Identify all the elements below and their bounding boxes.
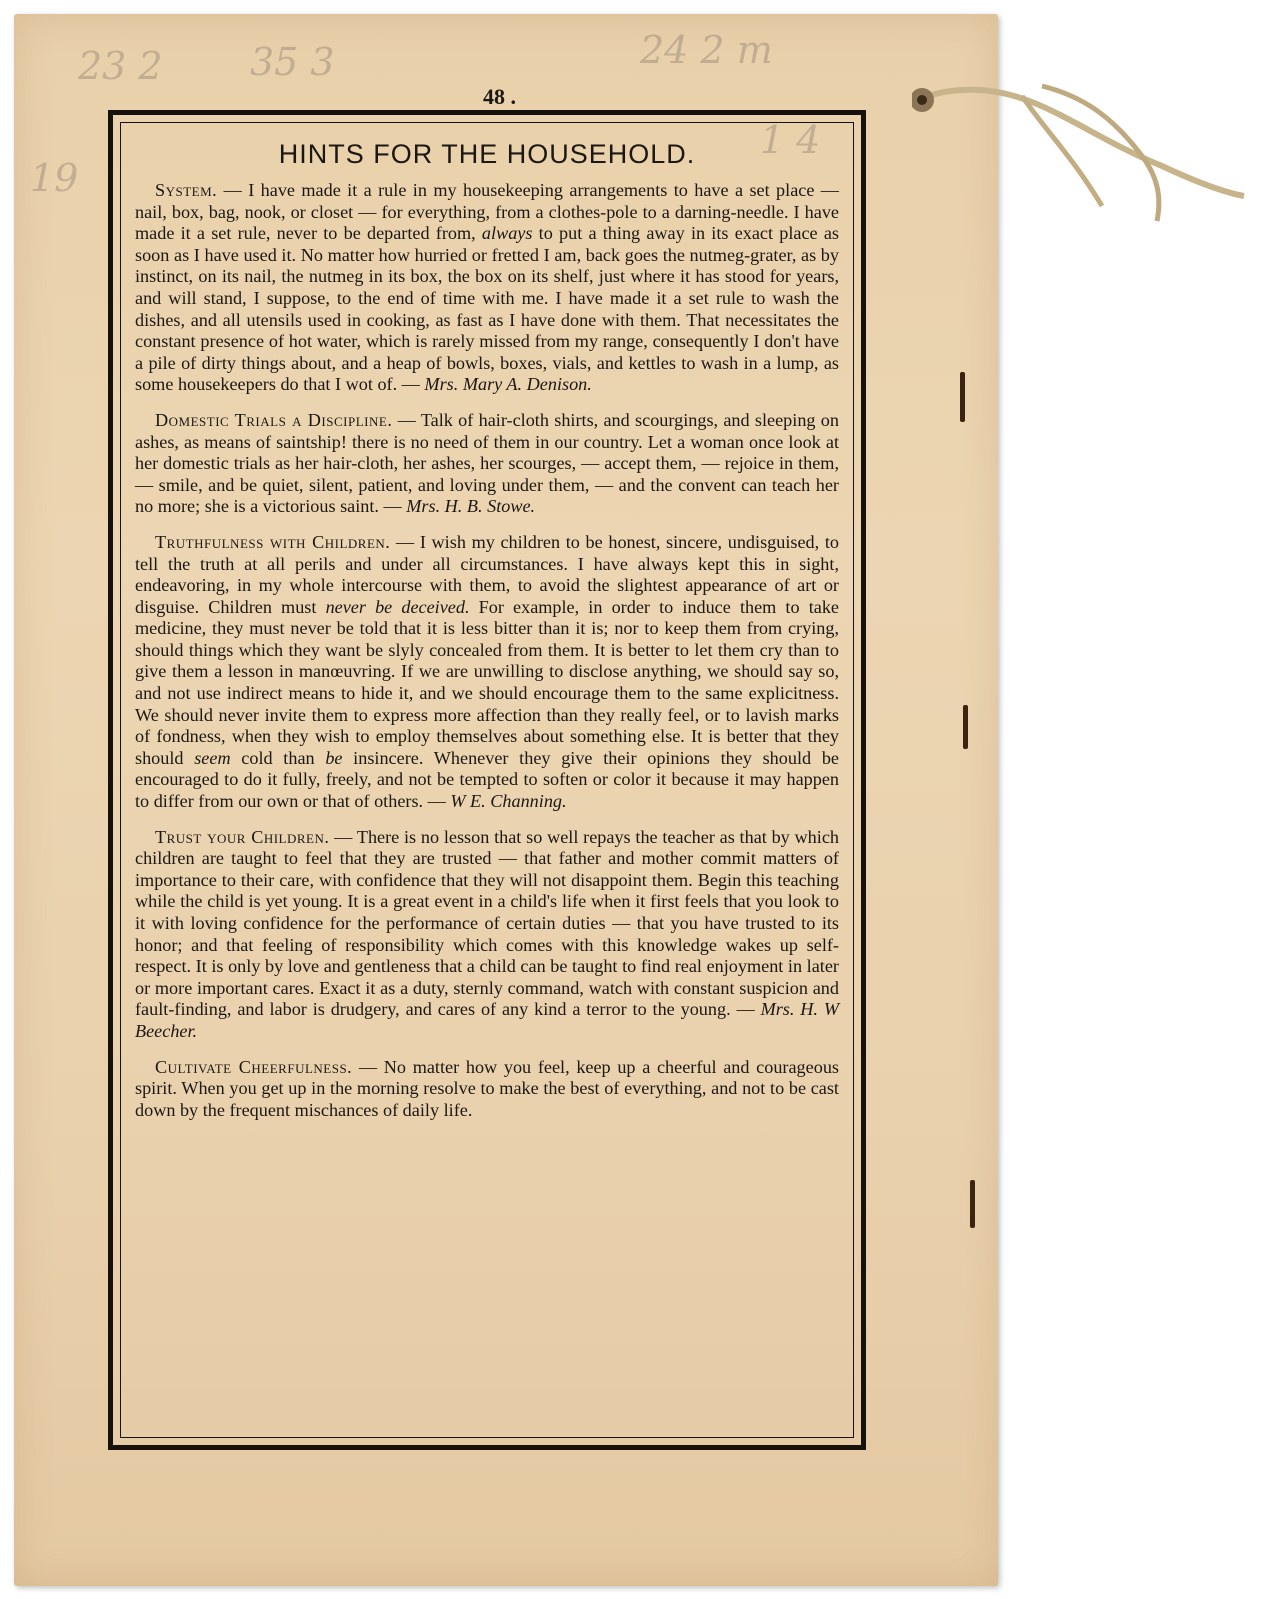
author-credit: Mrs. Mary A. Denison. — [424, 374, 592, 395]
pencil-note: 19 — [30, 156, 79, 200]
section-body: — There is no lesson that so well repays the teacher as that by which children are taught to feel that they are trusted — that father and mother commit matters of importance to their care, with confidence that they will not disappoint them. Begin this teaching while the child is yet young. It is a great event in a child's life when it first feels that you look to it with loving confidence for the performance of certain duties — that you have trusted to its honor; and that feeling of responsibility which comes with this knowledge wakes up self-respect. It is only by love and gentleness that a child can be taught to find real enjoyment in later or more important cares. Exact it as a duty, sternly command, watch with constant suspicion and fault-finding, and labor is drudgery, and cares of any kind a terror to the young. — — [135, 826, 839, 1020]
text-border-outer — [108, 110, 866, 1450]
section-body: cold than — [230, 747, 326, 768]
section-trust-children — [135, 827, 839, 1043]
section-body: insincere. Whenever they give their opinions they should be encouraged to do it fully, freely, and not be tempted to soften or color it because it may happen to differ from our own or that of others. — — [135, 747, 839, 812]
author-credit: Mrs. H. B. Stowe. — [406, 496, 536, 517]
pencil-note: 24 2 m — [640, 28, 773, 72]
section-heading: Cultivate Cheerfulness. — [155, 1056, 353, 1077]
section-heading: System. — [155, 180, 218, 200]
stitch-icon — [963, 705, 968, 749]
page-number: 48 . — [483, 84, 516, 109]
pencil-note: 23 2 — [78, 44, 163, 88]
stitch-icon — [970, 1180, 975, 1228]
pencil-note: 1 4 — [760, 118, 821, 162]
section-body: For example, in order to induce them to take medicine, they must never be told that it is less bitter than it is; nor to keep them from crying, should things which they want be slyly concealed from them. It is better to let them cry than to give them a lesson in manœuvring. If we are unwilling to disclose anything, we should say so, and not use indirect means to hide it, and we should encourage them to the same explicitness. We should never invite them to express more affection than they really feel, or to lavish marks of fondness, when they wish to employ themselves about something else. It is better that they should — [135, 596, 839, 768]
section-heading: Trust your Children. — [155, 826, 330, 847]
section-domestic-trials — [135, 410, 839, 518]
binding-string-icon — [912, 56, 1252, 226]
text-border-inner — [120, 122, 854, 1438]
section-heading: Truthfulness with Children. — [155, 531, 391, 552]
section-body: — I wish my children to be honest, sincere, undisguised, to tell the truth at all perils and under all circumstances. I have always kept this in sight, endeavoring, in my whole intercourse with them, to avoid the slightest appearance of art or disguise. Children must — [135, 531, 839, 617]
section-truthfulness — [135, 532, 839, 813]
section-system — [135, 180, 839, 396]
section-body: — Talk of hair-cloth shirts, and scourgings, and sleeping on ashes, as means of saintship! there is no need of them in our country. Let a woman once look at her domestic trials as her hair-cloth, her ashes, her scourges, — accept them, — rejoice in them, — smile, and be quiet, silent, patient, and loving under them, — and the convent can teach her no more; she is a victorious saint. — — [135, 409, 839, 517]
page-title: HINTS FOR THE HOUSEHOLD. — [278, 139, 696, 169]
emphasis: seem — [194, 747, 231, 768]
section-body: — No matter how you feel, keep up a cheerful and courageous spirit. When you get up in the morning resolve to make the best of everything, and not to be cast down by the frequent mischances of daily life. — [135, 1056, 839, 1120]
section-heading: Domestic Trials a Discipline. — [155, 409, 393, 430]
pencil-note: 35 3 — [250, 40, 335, 84]
section-cheerfulness — [135, 1057, 839, 1122]
section-body: to put a thing away in its exact place as soon as I have used it. No matter how hurried or fretted I am, back goes the nutmeg-grater, as by instinct, on its nail, the nutmeg in its box, the box on its shelf, just where it has stood for years, and will stand, I suppose, to the end of time with me. I have made it a set rule to wash the dishes, and all utensils used in cooking, as fast as I have done with them. That necessitates the constant presence of hot water, which is rarely missed from my range, consequently I don't have a pile of dirty things about, and a heap of bowls, boxes, vials, and kettles to wash in a lump, as some housekeepers do that I wot of. — — [135, 223, 839, 395]
stitch-icon — [960, 372, 965, 422]
author-credit: Mrs. H. W Beecher. — [135, 999, 840, 1041]
emphasis: be — [325, 747, 343, 768]
emphasis: always — [481, 223, 533, 244]
author-credit: W E. Channing. — [450, 791, 567, 812]
section-body: — I have made it a rule in my housekeeping arrangements to have a set place — nail, box, bag, nook, or closet — for everything, from a clothes-pole to a darning-needle. I have made it a set rule, never to be departed from, — [135, 180, 839, 244]
emphasis: never be deceived. — [325, 596, 470, 617]
